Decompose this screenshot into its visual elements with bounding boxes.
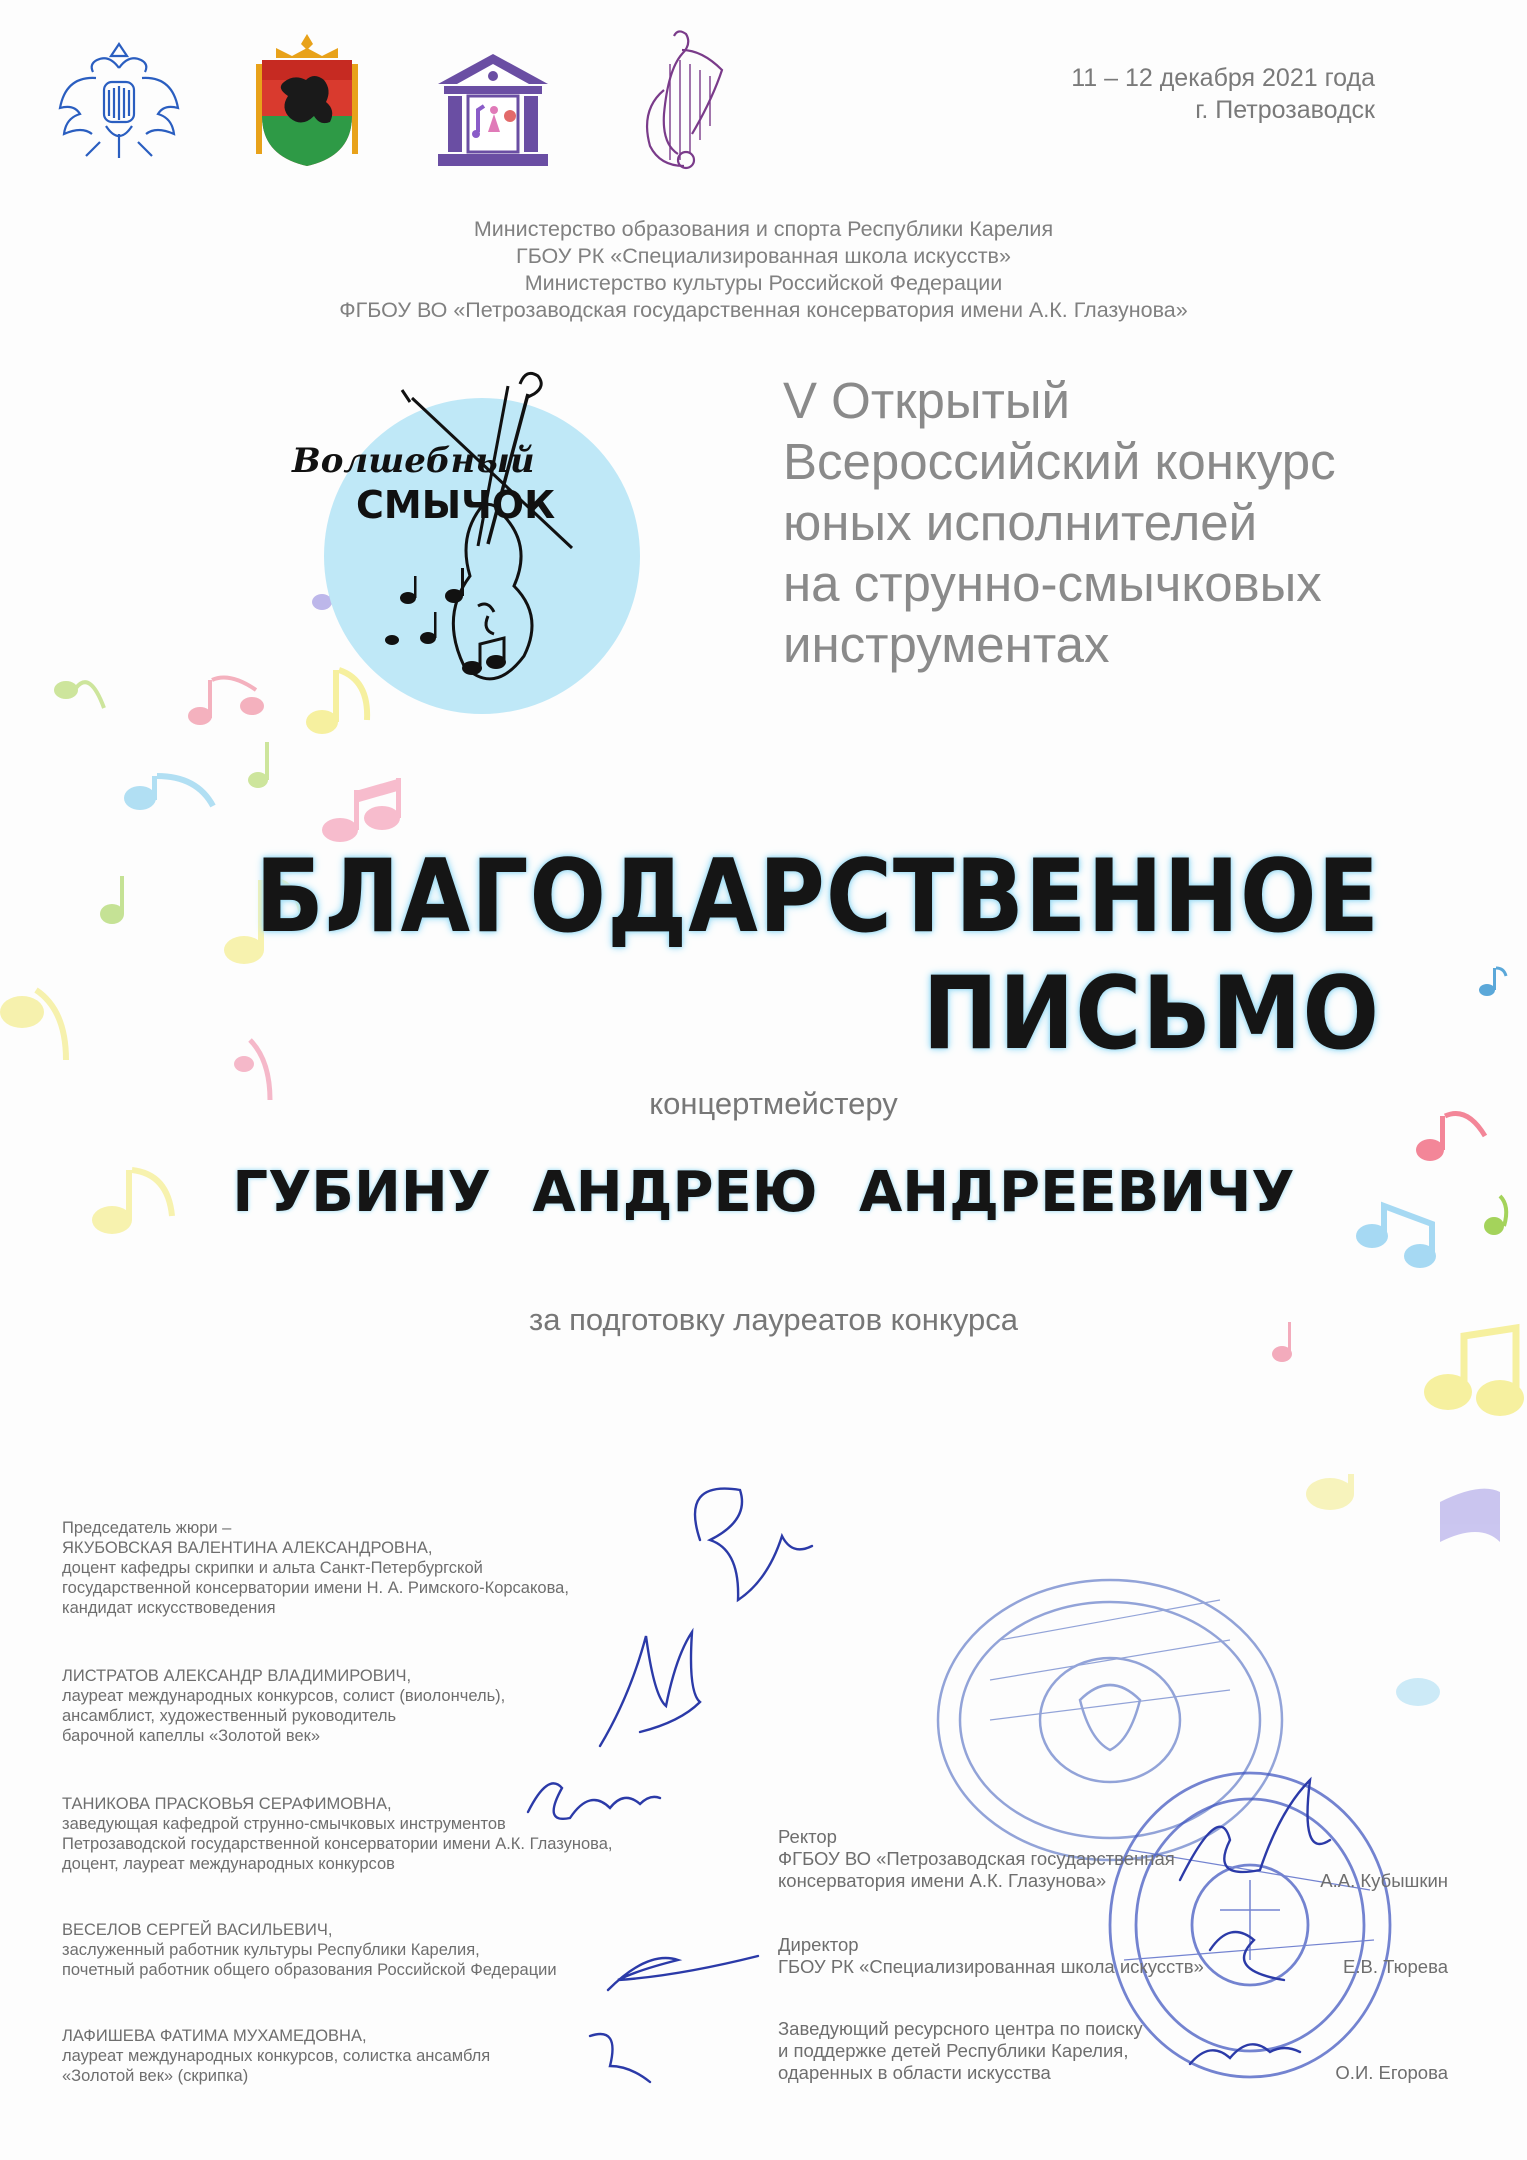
signatory-line: Директор — [778, 1934, 859, 1955]
jury-line: доцент, лауреат международных конкурсов — [62, 1855, 395, 1873]
signature-yakubovskaya — [695, 1489, 812, 1600]
organizer-line: ФГБОУ ВО «Петрозаводская государственная консерватория имени А.К. Глазунова» — [339, 298, 1188, 322]
organizer-line: Министерство культуры Российской Федерации — [524, 271, 1003, 295]
jury-name: ТАНИКОВА ПРАСКОВЬЯ СЕРАФИМОВНА, — [62, 1795, 392, 1813]
emblem-title-line1: Волшебный — [292, 441, 535, 481]
signature-veselov — [608, 1956, 758, 1990]
organizer-line: Министерство образования и спорта Республики Карелия — [473, 217, 1054, 241]
contest-line: Всероссийский конкурс — [783, 433, 1336, 490]
jury-name: ВЕСЕЛОВ СЕРГЕЙ ВАСИЛЬЕВИЧ, — [62, 1921, 333, 1939]
event-date: 11 – 12 декабря 2021 года — [1071, 64, 1375, 92]
jury-line: доцент кафедры скрипки и альта Санкт-Петербургской — [62, 1559, 483, 1577]
signature-tanikova — [528, 1783, 660, 1818]
jury-line: заслуженный работник культуры Республики Карелия, — [62, 1941, 480, 1959]
signatory-rector — [778, 1826, 1448, 1892]
jury-line: лауреат международных конкурсов, солист (виолончель), — [62, 1687, 506, 1705]
signatory-line: и поддержке детей Республики Карелия, — [778, 2040, 1129, 2061]
jury-line: барочной капеллы «Золотой век» — [62, 1727, 321, 1745]
contest-line: на струнно-смычковых — [783, 555, 1322, 612]
contest-line: V Открытый — [783, 372, 1071, 429]
signatory-name: О.И. Егорова — [1335, 2062, 1448, 2083]
jury-line: Петрозаводской государственной консерватории имени А.К. Глазунова, — [62, 1835, 613, 1853]
letter-title-line2: ПИСЬМО — [922, 955, 1380, 1073]
jury-line: лауреат международных конкурсов, солистка ансамбля — [62, 2047, 491, 2065]
signatory-line: консерватория имени А.К. Глазунова» — [778, 1870, 1107, 1891]
letter-title-line1: БЛАГОДАРСТВЕННОЕ — [255, 838, 1380, 956]
jury-line: «Золотой век» (скрипка) — [62, 2067, 249, 2085]
jury-name: ЛИСТРАТОВ АЛЕКСАНДР ВЛАДИМИРОВИЧ, — [62, 1667, 412, 1685]
signatory-line: Заведующий ресурсного центра по поиску — [778, 2018, 1143, 2039]
jury-line: почетный работник общего образования Российской Федерации — [62, 1961, 557, 1979]
jury-line: Председатель жюри – — [62, 1519, 232, 1537]
signatory-name: Е.В. Тюрева — [1343, 1956, 1448, 1977]
signatory-line: ФГБОУ ВО «Петрозаводская государственная — [778, 1848, 1175, 1869]
signatory-resource-center — [778, 2018, 1448, 2084]
jury-line: кандидат искусствоведения — [62, 1599, 276, 1617]
signatory-line: одаренных в области искусства — [778, 2062, 1051, 2083]
jury-line: заведующая кафедрой струнно-смычковых инструментов — [62, 1815, 506, 1833]
signature-lafisheva — [590, 2034, 650, 2082]
recipient-name: ГУБИНУ АНДРЕЮ АНДРЕЕВИЧУ — [232, 1160, 1295, 1225]
signatory-name: А.А. Кубышкин — [1320, 1870, 1448, 1891]
contest-line: инструментах — [783, 616, 1110, 673]
event-city: г. Петрозаводск — [1195, 96, 1375, 124]
jury-name: ЛАФИШЕВА ФАТИМА МУХАМЕДОВНА, — [62, 2027, 367, 2045]
award-reason: за подготовку лауреатов конкурса — [529, 1302, 1018, 1337]
signatory-line: Ректор — [778, 1826, 837, 1847]
signature-listratov — [600, 1632, 700, 1746]
organizer-line: ГБОУ РК «Специализированная школа искусств» — [516, 244, 1011, 268]
signatory-director — [778, 1934, 1448, 1978]
recipient-role: концертмейстеру — [649, 1086, 898, 1121]
jury-line: государственной консерватории имени Н. А. Римского-Корсакова, — [62, 1579, 569, 1597]
jury-name: ЯКУБОВСКАЯ ВАЛЕНТИНА АЛЕКСАНДРОВНА, — [62, 1539, 433, 1557]
jury-line: ансамблист, художественный руководитель — [62, 1707, 397, 1725]
signatory-line: ГБОУ РК «Специализированная школа искусств» — [778, 1956, 1204, 1977]
emblem-title-line2: СМЫЧОК — [356, 483, 556, 527]
contest-line: юных исполнителей — [783, 494, 1258, 551]
